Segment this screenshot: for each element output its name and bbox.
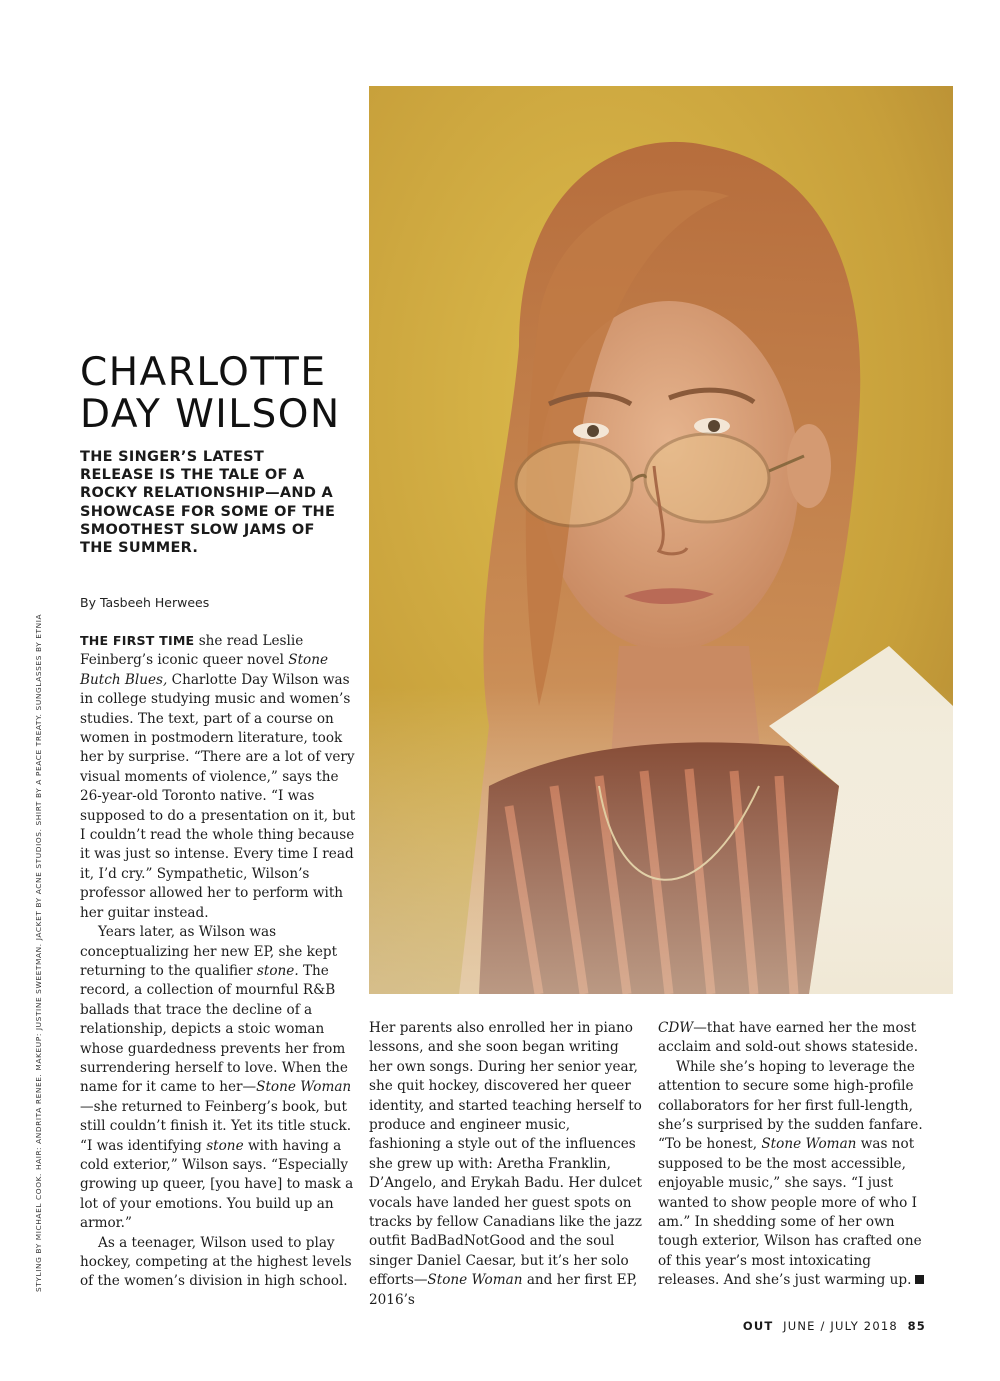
p3-text-c: —that have earned her the most acclaim and sold-out shows stateside. [658,1020,919,1056]
p3-text-b: and her first EP, 2016’s [369,1272,638,1308]
p2-text-a: Years later, as Wilson was conceptualizing her new EP, she kept returning to the qualifier [80,924,338,979]
paragraph-4 [658,1058,934,1291]
book-title-italic: Stone Butch Blues, [80,652,329,688]
p4-text-a: While she’s hoping to leverage the attention to secure some high-profile collaborators for her first full-length, she’s surprised by the sudden fanfare. “To be honest, [658,1058,923,1153]
paragraph-1 [80,631,362,923]
p1-text-b: Charlotte Day Wilson was in college studying music and women’s studies. The text, part of a course on women in postmodern literature, took her by surprise. “There are a lot of very visual moments of violence,” says the 26-year-old Toronto native. “I was supposed to do a presentation on it, but I couldn’t read the whole thing because it was just so intense. Every time I read it, I’d cry.” Sympathetic, Wilson’s professor allowed her to perform with her guitar instead. [80,671,356,921]
p2-italic-1: stone. [256,962,299,979]
p2-italic-2: Stone Woman [256,1079,352,1096]
byline: By Tasbeeh Herwees [80,595,210,610]
p2-italic-3: stone [206,1137,244,1154]
end-mark-icon [915,1275,924,1284]
p2-text-c: —she returned to Feinberg’s book, but still couldn’t finish it. Yet its title stuck. “I was identifying [80,1098,352,1154]
photo-credit: STYLING BY MICHAEL COOK. HAIR: ANDRITA RENEE. MAKEUP: JUSTINE SWEETMAN. JACKET BY ACNE STUDIOS. SHIRT BY A PEACE TREATY. SUNGLASSES BY ETNIA [34,613,43,1292]
article-title [80,352,380,436]
p2-text-d: with having a cold exterior,” Wilson says. “Especially growing up queer, [you have] to mask a lot of your emotions. You build up an armor.” [80,1137,354,1232]
title-line-1: CHARLOTTE [80,350,327,395]
p4-italic-1: Stone Woman [761,1136,857,1153]
lead-in: THE FIRST TIME [80,633,195,648]
p3-text-a-continued: Her parents also enrolled her in piano lessons, and she soon began writing her own songs. During her senior year, she quit hockey, discovered her queer identity, and started teaching herself to produce and engineer music, fashioning a style out of the influences she grew up with: Aretha Franklin, D’Angelo, and Erykah Badu. Her dulcet vocals have landed her guest spots on tracks by fellow Canadians like the jazz outfit BadBadNotGood and the soul singer Daniel Caesar, but it’s her solo efforts— [369,1020,642,1289]
body-column-3 [658,1019,934,1291]
page-number: 85 [907,1319,926,1333]
paragraph-2 [80,923,362,1234]
portrait-photo [369,86,953,994]
p3-text-a: As a teenager, Wilson used to play hockey, competing at the highest levels of the women’s division in high school. [80,1234,352,1290]
folio [743,1319,926,1333]
paragraph-3-end [658,1019,934,1058]
p4-text-b: was not supposed to be the most accessible, enjoyable music,” she says. “I just wanted to show people more of who I am.” In shedding some of her own tough exterior, Wilson has crafted one of this year’s most intoxicating releases. And she’s just warming up. [658,1136,922,1289]
p3-italic-1: Stone Woman [427,1272,523,1289]
article-dek: THE SINGER’S LATEST RELEASE IS THE TALE OF A ROCKY RELATIONSHIP—AND A SHOWCASE FOR SOME OF THE SMOOTHEST SLOW JAMS OF THE SUMMER. [80,449,336,557]
paragraph-3-start [80,1234,362,1292]
paragraph-3-middle [369,1019,645,1310]
body-column-2 [369,1019,645,1310]
issue-date: JUNE / JULY 2018 [783,1319,898,1333]
title-line-2: DAY WILSON [80,392,341,437]
body-column-1 [80,631,362,1292]
portrait-illustration [369,86,953,994]
p3-italic-2: CDW [658,1020,694,1036]
p2-text-b: The record, a collection of mournful R&B ballads that trace the decline of a relationship, depicts a stoic woman whose guardedness prevents her from surrendering herself to love. When the name for it came to her— [80,962,348,1096]
magazine-name: OUT [742,1319,774,1333]
p1-text-a: she read Leslie Feinberg’s iconic queer novel [80,633,304,669]
